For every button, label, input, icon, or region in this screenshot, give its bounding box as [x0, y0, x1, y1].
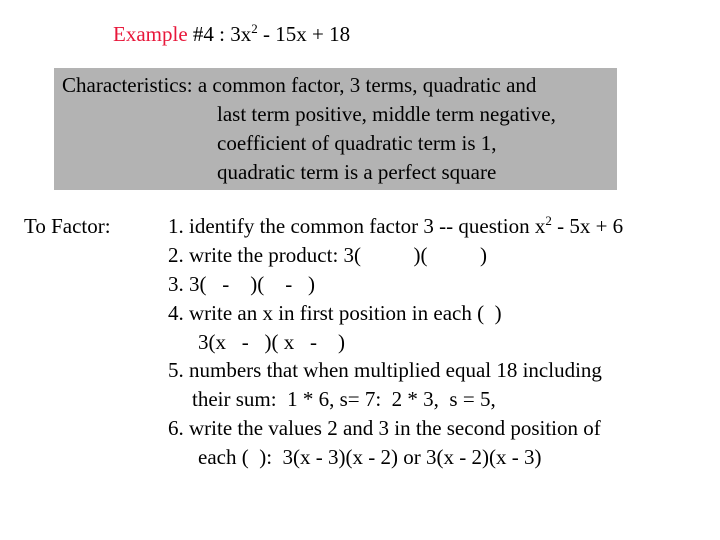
- example-label: Example: [113, 22, 188, 46]
- example-expression: [230, 22, 350, 46]
- example-title: [113, 21, 350, 47]
- step-6-continuation: each ( ): 3(x - 3)(x - 2) or 3(x - 2)(x - 3): [198, 445, 542, 469]
- expression-exponent: 2: [251, 21, 258, 36]
- step-1-exponent: 2: [545, 213, 552, 228]
- step-3: 3. 3( - )( - ): [168, 272, 315, 296]
- step-4-example: 3(x - )( x - ): [198, 330, 345, 354]
- step-5-continuation: their sum: 1 * 6, s= 7: 2 * 3, s = 5,: [192, 387, 496, 411]
- expression-term: 3x: [230, 22, 252, 46]
- characteristics-line-3: coefficient of quadratic term is 1,: [217, 131, 497, 155]
- step-1-rest: - 5x + 6: [551, 214, 624, 238]
- characteristics-line-2: last term positive, middle term negative,: [217, 102, 556, 126]
- step-2: 2. write the product: 3( )( ): [168, 243, 488, 267]
- step-1-text: 1. identify the common factor 3 -- question x: [168, 214, 546, 238]
- characteristics-box: [54, 68, 617, 190]
- step-1: [168, 212, 623, 241]
- characteristics-line-4: quadratic term is a perfect square: [217, 160, 497, 184]
- step-6: 6. write the values 2 and 3 in the second position of: [168, 416, 601, 440]
- step-4: 4. write an x in first position in each ( ): [168, 301, 502, 325]
- example-number: #4 :: [187, 22, 231, 46]
- step-5: 5. numbers that when multiplied equal 18 including: [168, 358, 602, 382]
- characteristics-line-1: Characteristics: a common factor, 3 terms, quadratic and: [62, 73, 537, 97]
- to-factor-label: To Factor:: [24, 214, 111, 238]
- expression-rest: - 15x + 18: [257, 22, 351, 46]
